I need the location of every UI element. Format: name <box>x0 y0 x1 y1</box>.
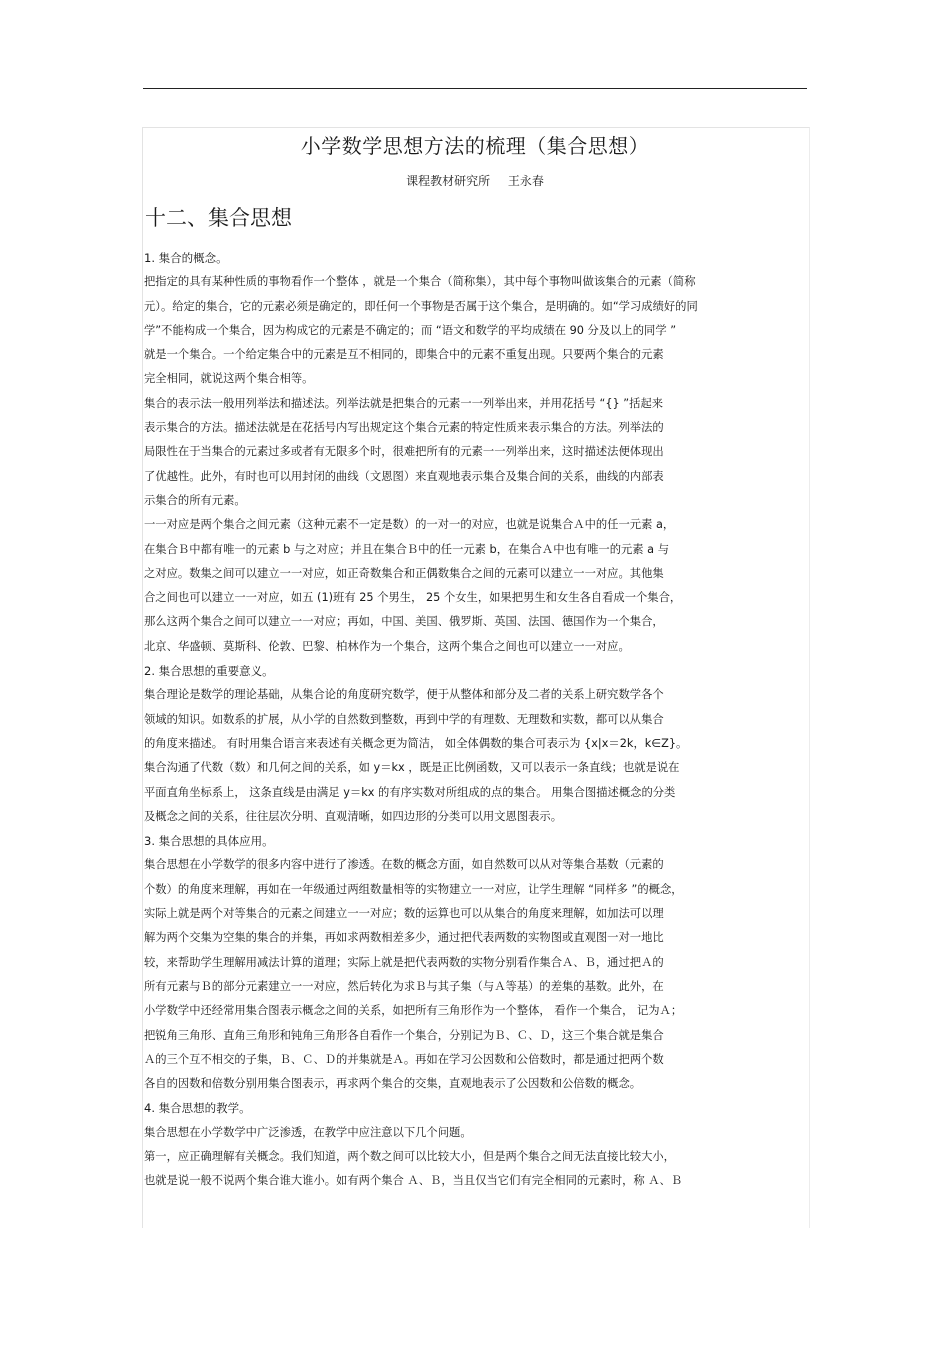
text-line: 把锐角三角形、直角三角形和钝角三角形各自看作一个集合，分别记为Ｂ、Ｃ、Ｄ，这三个集合就是集合 <box>144 1028 664 1042</box>
subsection-heading: 1. 集合的概念。 <box>144 251 228 265</box>
text-line: 及概念之间的关系，往往层次分明、直观清晰，如四边形的分类可以用文恩图表示。 <box>144 809 562 823</box>
text-line: 合之间也可以建立一一对应，如五 (1)班有 25 个男生， 25 个女生，如果把男生和女生各自看成一个集合， <box>144 591 682 605</box>
text-line: 北京、华盛顿、莫斯科、伦敦、巴黎、柏林作为一个集合，这两个集合之间也可以建立一一对应。 <box>144 639 630 653</box>
text-line: 学”不能构成一个集合，因为构成它的元素是不确定的；而 “语文和数学的平均成绩在 90 分及以上的同学 ” <box>144 323 677 337</box>
body-text <box>144 246 808 1194</box>
author-line: 课程教材研究所 王永春 <box>406 174 544 188</box>
text-line: 之对应。数集之间可以建立一一对应，如正奇数集合和正偶数集合之间的元素可以建立一一对应。其他集 <box>144 566 664 580</box>
text-line: 也就是说一般不说两个集合谁大谁小。如有两个集合 Ａ、Ｂ，当且仅当它们有完全相同的元素时，称 Ａ、Ｂ <box>144 1174 683 1188</box>
subsection-heading: 2. 集合思想的重要意义。 <box>144 664 274 679</box>
text-line: 较，来帮助学生理解用减法计算的道理；实际上就是把代表两数的实物分别看作集合Ａ、Ｂ，通过把Ａ的 <box>144 955 664 969</box>
text-line: 示集合的所有元素。 <box>144 493 246 507</box>
text-line: 的角度来描述。 有时用集合语言来表述有关概念更为简洁， 如全体偶数的集合可表示为 {x|x＝2k，k∈Z}。 <box>144 736 688 750</box>
text-line: 集合沟通了代数（数）和几何之间的关系，如 y＝kx ，既是正比例函数，又可以表示一条直线；也就是说在 <box>144 761 680 775</box>
text-line: 一一对应是两个集合之间元素（这种元素不一定是数）的一对一的对应，也就是说集合Ａ中的任一元素 a， <box>144 518 675 532</box>
text-line: 所有元素与Ｂ的部分元素建立一一对应，然后转化为求Ｂ与其子集（与Ａ等基）的差集的基数。此外，在 <box>144 979 664 993</box>
text-line: 那么这两个集合之间可以建立一一对应；再如，中国、美国、俄罗斯、英国、法国、德国作为一个集合， <box>144 615 664 629</box>
text-line: 集合思想在小学数学的很多内容中进行了渗透。在数的概念方面，如自然数可以从对等集合基数（元素的 <box>144 858 664 872</box>
text-line: 平面直角坐标系上， 这条直线是由满足 y＝kx 的有序实数对所组成的点的集合。 用集合图描述概念的分类 <box>144 785 676 799</box>
text-line: 领域的知识。如数系的扩展，从小学的自然数到整数，再到中学的有理数、无理数和实数，都可以从集合 <box>144 712 664 726</box>
header-rule <box>143 88 807 89</box>
subsection-heading: 3. 集合思想的具体应用。 <box>144 834 274 849</box>
text-line: 表示集合的方法。描述法就是在花括号内写出规定这个集合元素的特定性质来表示集合的方法。列举法的 <box>144 421 664 435</box>
subsection-heading: 4. 集合思想的教学。 <box>144 1101 251 1116</box>
text-line: 第一，应正确理解有关概念。我们知道，两个数之间可以比较大小，但是两个集合之间无法直接比较大小， <box>144 1149 675 1163</box>
text-line: 个数）的角度来理解，再如在一年级通过两组数量相等的实物建立一一对应，让学生理解 “同样多 ”的概念， <box>144 882 683 896</box>
text-line: 解为两个交集为空集的集合的并集，再如求两数相差多少，通过把代表两数的实物图或直观图一对一地比 <box>144 931 664 945</box>
text-line: Ａ的三个互不相交的子集，Ｂ、Ｃ、Ｄ的并集就是Ａ。再如在学习公因数和公倍数时，都是通过把两个数 <box>144 1052 664 1066</box>
text-line: 集合思想在小学数学中广泛渗透，在教学中应注意以下几个问题。 <box>144 1125 472 1139</box>
text-line: 了优越性。此外，有时也可以用封闭的曲线（文恩图）来直观地表示集合及集合间的关系，曲线的内部表 <box>144 469 664 483</box>
text-line: 实际上就是两个对等集合的元素之间建立一一对应；数的运算也可以从集合的角度来理解，如加法可以理 <box>144 907 664 921</box>
text-line: 元）。给定的集合，它的元素必须是确定的，即任何一个事物是否属于这个集合，是明确的。如“学习成绩好的同 <box>144 299 698 313</box>
text-line: 局限性在于当集合的元素过多或者有无限多个时，很难把所有的元素一一列举出来，这时描述法便体现出 <box>144 445 664 459</box>
text-line: 各自的因数和倍数分别用集合图表示，再求两个集合的交集，直观地表示了公因数和公倍数的概念。 <box>144 1077 642 1091</box>
text-line: 在集合Ｂ中都有唯一的元素 b 与之对应；并且在集合Ｂ中的任一元素 b，在集合Ａ中也有唯一的元素 a 与 <box>144 542 669 556</box>
text-line: 就是一个集合。一个给定集合中的元素是互不相同的，即集合中的元素不重复出现。只要两个集合的元素 <box>144 348 664 362</box>
text-line: 小学数学中还经常用集合图表示概念之间的关系，如把所有三角形作为一个整体， 看作一个集合， 记为Ａ； <box>144 1004 683 1018</box>
text-line: 把指定的具有某种性质的事物看作一个整体 ，就是一个集合（简称集），其中每个事物叫做该集合的元素（简称 <box>144 275 696 289</box>
document-title: 小学数学思想方法的梳理（集合思想） <box>300 134 650 158</box>
text-line: 集合的表示法一般用列举法和描述法。列举法就是把集合的元素一一列举出来，并用花括号 “{} ”括起来 <box>144 396 664 410</box>
text-line: 集合理论是数学的理论基础，从集合论的角度研究数学，便于从整体和部分及二者的关系上研究数学各个 <box>144 688 664 702</box>
section-heading: 十二、集合思想 <box>145 206 292 230</box>
text-line: 完全相同，就说这两个集合相等。 <box>144 372 314 386</box>
